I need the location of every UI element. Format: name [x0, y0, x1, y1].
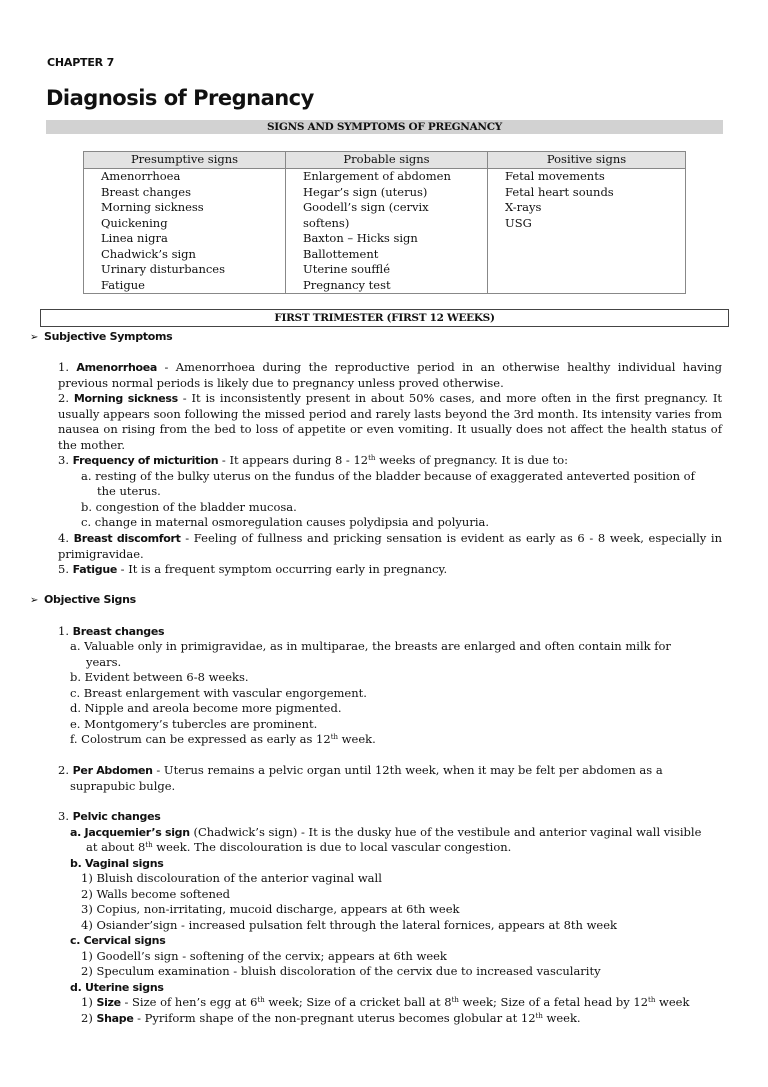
item-text: - Pyriform shape of the non-pregnant uterus becomes globular at 12 [133, 1011, 536, 1025]
sub-item [70, 825, 701, 841]
sub-item: a. Valuable only in primigravidae, as in multiparae, the breasts are enlarged and often contain milk for [70, 639, 671, 653]
item-number: 1. [58, 360, 69, 374]
list-item [58, 763, 663, 779]
probable-column [286, 169, 488, 294]
list-item: Goodell’s sign (cervix [303, 200, 429, 214]
list-item: USG [505, 215, 532, 230]
list-item: Baxton – Hicks sign [303, 231, 418, 245]
item-text: week; Size of a cricket ball at 8 [264, 995, 452, 1009]
signs-heading: SIGNS AND SYMPTOMS OF PREGNANCY [46, 120, 723, 134]
sub-item: e. Montgomery’s tubercles are prominent. [70, 717, 318, 731]
arrow-bullet-icon: ➢ [30, 332, 39, 343]
sub-heading [70, 980, 164, 996]
list-item: Fetal heart sounds [505, 184, 614, 199]
item-number: 1. [58, 624, 69, 638]
list-item: Fetal movements [505, 169, 605, 183]
objective-heading-label: Objective Signs [44, 593, 136, 606]
subjective-heading-label: Subjective Symptoms [44, 330, 173, 343]
sub-item: 2) Walls become softened [81, 887, 231, 901]
sub-item: 3) Copius, non-irritating, mucoid discharge, appears at 6th week [81, 902, 460, 916]
sub-item: d. Nipple and areola become more pigmented. [70, 701, 342, 715]
chapter-label: CHAPTER 7 [47, 56, 115, 69]
list-item: Chadwick’s sign [101, 246, 196, 261]
list-item: Fatigue [101, 277, 145, 292]
item-text: - It is inconsistently present in about 50% cases, and more often in the first pregnancy. It usually appears soon following the missed period and rarely lasts beyond the 3rd month. Its intensity varies from nausea on rising from the bed to loss of appetite or even vomiting. It usually does not affect the health status of the mother. [58, 391, 723, 452]
item-text: (Chadwick’s sign) - It is the dusky hue of the vestibule and anterior vaginal wall visible [189, 825, 702, 839]
table-header-presumptive: Presumptive signs [84, 152, 286, 169]
item-number: 1) [81, 995, 97, 1009]
superscript: th [648, 996, 656, 1004]
sub-item [70, 732, 376, 748]
arrow-bullet-icon: ➢ [30, 595, 39, 606]
list-item [58, 391, 722, 453]
sub-item [81, 995, 689, 1011]
item-term: Morning sickness [73, 392, 178, 405]
superscript: th [451, 996, 459, 1004]
positive-column [488, 169, 686, 294]
list-item: Enlargement of abdomen [303, 169, 451, 183]
sub-item: 2) Speculum examination - bluish discoloration of the cervix due to increased vascularity [81, 964, 601, 978]
list-item [58, 453, 568, 469]
item-text: at about 8 [86, 840, 146, 854]
item-term: Per Abdomen [72, 764, 153, 777]
item-term: Pelvic changes [72, 810, 161, 823]
table-header-positive: Positive signs [488, 152, 686, 169]
list-item: Uterine soufflé [303, 262, 391, 276]
item-term: d. Uterine signs [70, 981, 164, 994]
item-text: - It appears during 8 - 12 [218, 453, 369, 467]
presumptive-column [84, 169, 286, 294]
list-item: X-rays [505, 200, 542, 214]
superscript: th [330, 733, 339, 741]
item-text: - Feeling of fullness and pricking sensation is evident as early as 6 - 8 week, especially in primigravidae. [58, 531, 722, 561]
sub-item: the uterus. [97, 484, 161, 498]
superscript: th [535, 1012, 543, 1020]
item-continuation [86, 840, 511, 856]
list-item: Amenorrhoea [101, 169, 181, 183]
signs-table [83, 151, 686, 294]
item-number: 3. [58, 453, 69, 467]
item-text: week; Size of a fetal head by 12 [458, 995, 649, 1009]
item-text: weeks of pregnancy. It is due to: [375, 453, 569, 467]
item-text: week. [542, 1011, 581, 1025]
item-text: week. [338, 732, 376, 746]
sub-item: c. change in maternal osmoregulation causes polydipsia and polyuria. [81, 515, 490, 529]
item-text: - Amenorrhoea during the reproductive period in an otherwise healthy individual having previous normal periods is likely due to pregnancy unless proved otherwise. [58, 360, 723, 390]
objective-heading [30, 593, 136, 606]
list-item [58, 360, 722, 391]
item-term: Fatigue [72, 563, 118, 576]
list-item [58, 562, 447, 578]
list-item [58, 531, 722, 562]
item-number: 3. [58, 809, 69, 823]
sub-item [81, 1011, 581, 1027]
item-continuation: suprapubic bulge. [70, 779, 176, 793]
item-term: Amenorrhoea [76, 361, 158, 374]
item-number: 2. [58, 763, 69, 777]
sub-item: years. [86, 655, 122, 669]
item-term: Breast changes [72, 625, 165, 638]
list-item [58, 809, 161, 825]
list-item: Pregnancy test [303, 277, 391, 292]
sub-item: c. Breast enlargement with vascular engorgement. [70, 686, 367, 700]
superscript: th [368, 454, 376, 462]
list-item: softens) [303, 215, 350, 230]
subjective-heading [30, 330, 172, 343]
list-item: Hegar’s sign (uterus) [303, 184, 428, 199]
item-number: 2) [81, 1011, 97, 1025]
trimester-heading: FIRST TRIMESTER (FIRST 12 WEEKS) [40, 309, 729, 327]
superscript: th [257, 996, 265, 1004]
item-term: Size [96, 996, 121, 1009]
superscript: th [145, 841, 153, 849]
item-number: 2. [58, 391, 69, 405]
sub-heading [70, 933, 165, 949]
list-item: Breast changes [101, 184, 191, 199]
item-text: - Size of hen’s egg at 6 [120, 995, 258, 1009]
item-text: week. The discolouration is due to local vascular congestion. [152, 840, 512, 854]
sub-item: 1) Goodell’s sign - softening of the cervix; appears at 6th week [81, 949, 447, 963]
list-item: Quickening [101, 215, 168, 230]
list-item: Ballottement [303, 246, 379, 261]
sub-item: 1) Bluish discolouration of the anterior vaginal wall [81, 871, 382, 885]
sub-heading [70, 856, 164, 872]
item-term: Frequency of micturition [72, 454, 219, 467]
item-term: Shape [96, 1012, 134, 1025]
sub-item: b. Evident between 6-8 weeks. [70, 670, 249, 684]
list-item: Urinary disturbances [101, 262, 226, 276]
item-text: f. Colostrum can be expressed as early as 12 [70, 732, 331, 746]
item-text: week [655, 995, 690, 1009]
table-header-probable: Probable signs [286, 152, 488, 169]
item-term: a. Jacquemier’s sign [70, 826, 190, 839]
item-term: Breast discomfort [73, 532, 181, 545]
sub-item: a. resting of the bulky uterus on the fundus of the bladder because of exaggerated anteverted position of [81, 469, 695, 483]
item-term: c. Cervical signs [70, 934, 166, 947]
item-number: 5. [58, 562, 69, 576]
item-number: 4. [58, 531, 69, 545]
list-item: Morning sickness [101, 200, 204, 214]
sub-item: b. congestion of the bladder mucosa. [81, 500, 297, 514]
item-text: - It is a frequent symptom occurring early in pregnancy. [117, 562, 448, 576]
sub-item: 4) Osiander’sign - increased pulsation felt through the lateral fornices, appears at 8th week [81, 918, 617, 932]
list-item: Linea nigra [101, 231, 168, 245]
page-title: Diagnosis of Pregnancy [46, 86, 314, 110]
item-term: b. Vaginal signs [70, 857, 164, 870]
list-item [58, 624, 164, 640]
item-text: - Uterus remains a pelvic organ until 12th week, when it may be felt per abdomen as a [152, 763, 663, 777]
